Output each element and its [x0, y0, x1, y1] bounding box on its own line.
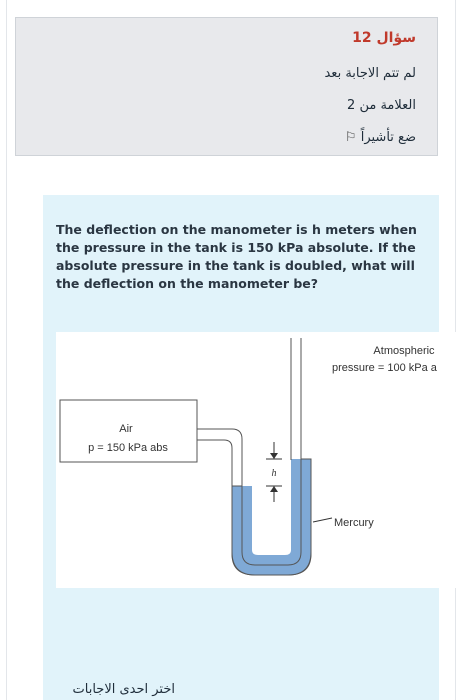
h-label: h	[271, 468, 277, 479]
flag-label: ضع تأشيراً	[360, 130, 416, 145]
answer-status: لم تتم الاجابة بعد	[324, 66, 416, 81]
answer-prompt: اختر احدى الاجابات	[72, 682, 175, 697]
question-info-panel	[15, 17, 438, 156]
atm-label-line1: Atmospheric	[373, 345, 435, 357]
pipe-inner	[197, 440, 232, 550]
frame-border-left	[6, 0, 7, 700]
flag-icon: ⚐	[344, 130, 357, 145]
mercury-label: Mercury	[334, 517, 374, 529]
tank-pressure-label: p = 150 kPa abs	[88, 442, 168, 454]
flag-question-link[interactable]	[339, 130, 416, 145]
manometer-figure	[56, 332, 463, 588]
mercury-leader-line	[313, 518, 332, 522]
question-mark: العلامة من 2	[347, 98, 416, 113]
tank-label: Air	[119, 423, 133, 435]
question-number: سؤال 12	[352, 30, 416, 46]
question-text: The deflection on the manometer is h meters when the pressure in the tank is 150 kPa absolute. If the absolute pressure in the tank is doubled, what will the deflection on the manometer be?	[56, 222, 417, 291]
manometer-diagram	[56, 332, 463, 588]
atm-label-line2: pressure = 100 kPa a	[332, 362, 437, 374]
